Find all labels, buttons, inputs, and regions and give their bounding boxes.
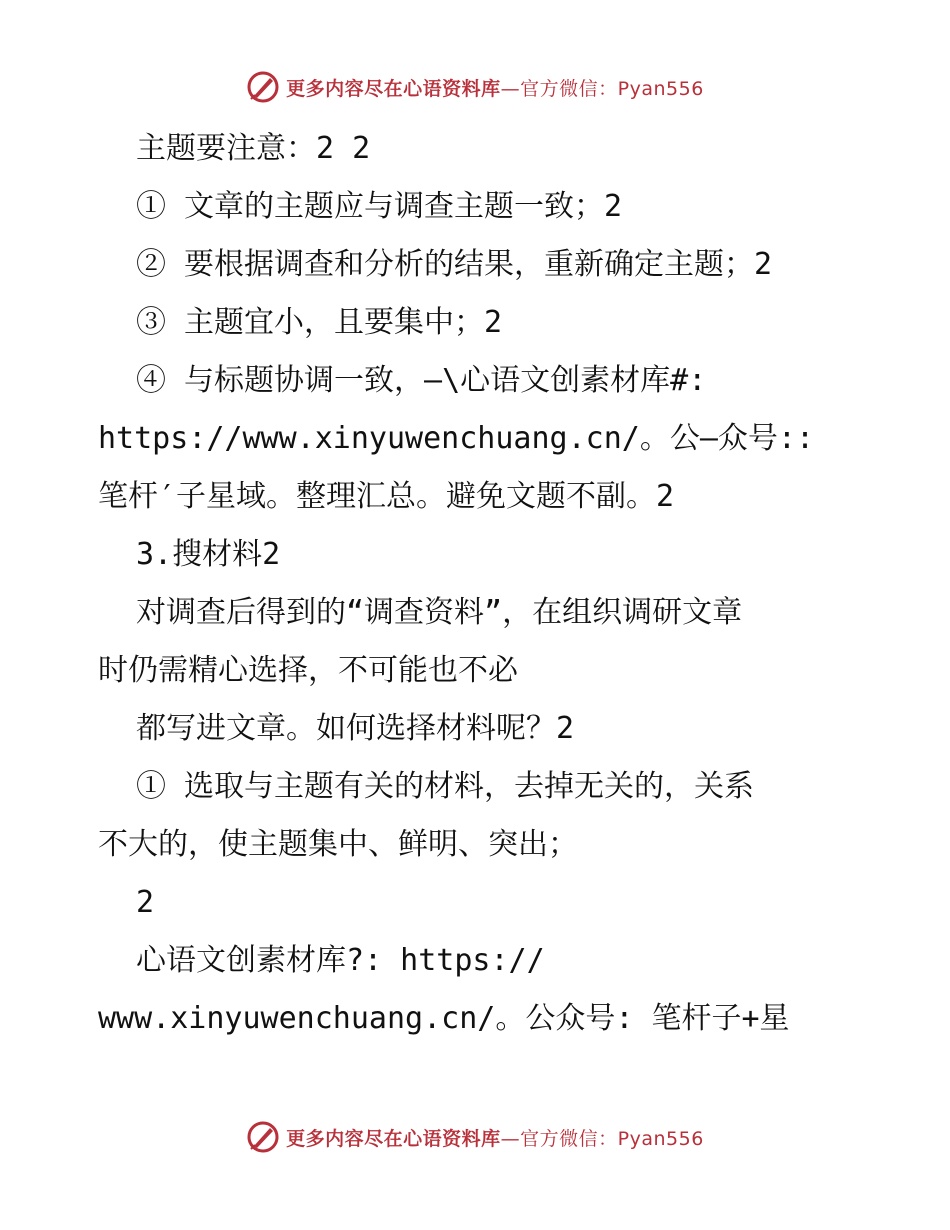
footer-banner <box>0 1120 950 1154</box>
banner-main-text: 更多内容尽在心语资料库 <box>286 1127 501 1150</box>
quill-pen-circle-icon <box>246 70 280 104</box>
text-line: ① 文章的主题应与调查主题一致；2 <box>136 189 623 224</box>
text-line: 心语文创素材库?: https:// <box>136 943 545 978</box>
text-line: ④ 与标题协调一致，—\心语文创素材库#: <box>136 363 707 398</box>
document-body <box>98 120 858 1048</box>
text-line: 时仍需精心选择，不可能也不必 <box>98 653 518 688</box>
text-line: 都写进文章。如何选择材料呢？2 <box>136 711 575 746</box>
banner-wechat-text: —官方微信：Pyan556 <box>500 77 704 100</box>
header-banner <box>0 70 950 104</box>
text-line: 不大的，使主题集中、鲜明、突出； <box>98 827 578 862</box>
text-line: 主题要注意：2 2 <box>136 131 371 166</box>
text-line: ① 选取与主题有关的材料，去掉无关的，关系 <box>136 769 755 804</box>
text-line: www.xinyuwenchuang.cn/。公众号: 笔杆子+星 <box>98 1001 790 1036</box>
text-line: 笔杆′子星域。整理汇总。避免文题不副。2 <box>98 479 675 514</box>
banner-main-text: 更多内容尽在心语资料库 <box>286 77 501 100</box>
text-line: https://www.xinyuwenchuang.cn/。公—众号:: <box>98 421 815 456</box>
quill-pen-circle-icon <box>246 1120 280 1154</box>
text-line: ③ 主题宜小，且要集中；2 <box>136 305 503 340</box>
text-line: 2 <box>136 885 155 920</box>
text-line: 对调查后得到的“调查资料”，在组织调研文章 <box>136 595 743 630</box>
text-line: ② 要根据调查和分析的结果，重新确定主题；2 <box>136 247 773 282</box>
banner-wechat-text: —官方微信：Pyan556 <box>500 1127 704 1150</box>
section-heading: 3.搜材料2 <box>136 537 281 572</box>
